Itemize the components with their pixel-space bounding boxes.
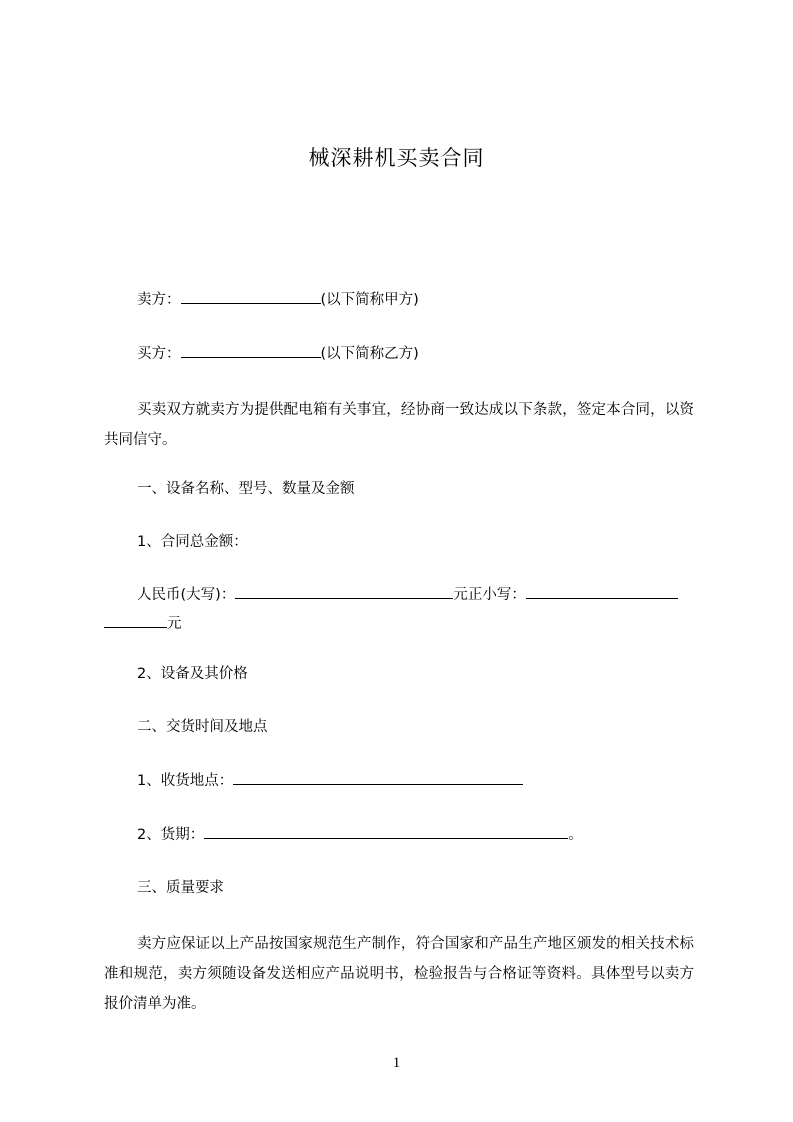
seller-line [137, 289, 737, 311]
amount-line [104, 581, 694, 639]
delivery-place-label: 1、收货地点： [137, 773, 234, 789]
delivery-place-line [137, 770, 737, 792]
amount-mid-text: 元正小写： [453, 587, 526, 603]
intro-paragraph: 买卖双方就卖方为提供配电箱有关事宜，经协商一致达成以下条款，签定本合同，以资共同信守。 [104, 402, 694, 448]
delivery-place-blank [233, 770, 523, 785]
page-title: 械深耕机买卖合同 [308, 146, 485, 170]
delivery-date-label: 2、货期： [137, 827, 205, 843]
section-heading-1: 一、设备名称、型号、数量及金额 [137, 481, 355, 497]
section-heading-2: 二、交货时间及地点 [137, 719, 268, 735]
delivery-date-line [137, 824, 737, 846]
page-number: 1 [392, 1055, 401, 1071]
quality-paragraph: 卖方应保证以上产品按国家规范生产制作，符合国家和产品生产地区颁发的相关技术标准和规范，卖方须随设备发送相应产品说明书，检验报告与合格证等资料。具体型号以卖方报价清单为准。 [104, 936, 694, 1012]
seller-label: 卖方： [137, 292, 181, 308]
amount-end-text: 元 [167, 616, 182, 632]
seller-blank [181, 289, 321, 304]
small-amount-blank [526, 584, 678, 599]
seller-suffix: (以下简称甲方) [320, 292, 419, 308]
buyer-blank [181, 343, 321, 358]
rmb-label: 人民币(大写)： [137, 587, 236, 603]
rmb-blank [235, 584, 453, 599]
item-total-amount: 1、合同总金额： [137, 534, 248, 550]
buyer-suffix: (以下简称乙方) [320, 346, 419, 362]
buyer-label: 买方： [137, 346, 181, 362]
buyer-line [137, 343, 737, 365]
item-equipment-price: 2、设备及其价格 [137, 666, 248, 682]
small-amount-blank-cont [104, 613, 167, 628]
delivery-date-blank [204, 824, 568, 839]
delivery-date-end: 。 [568, 827, 583, 843]
section-heading-3: 三、质量要求 [137, 880, 224, 896]
